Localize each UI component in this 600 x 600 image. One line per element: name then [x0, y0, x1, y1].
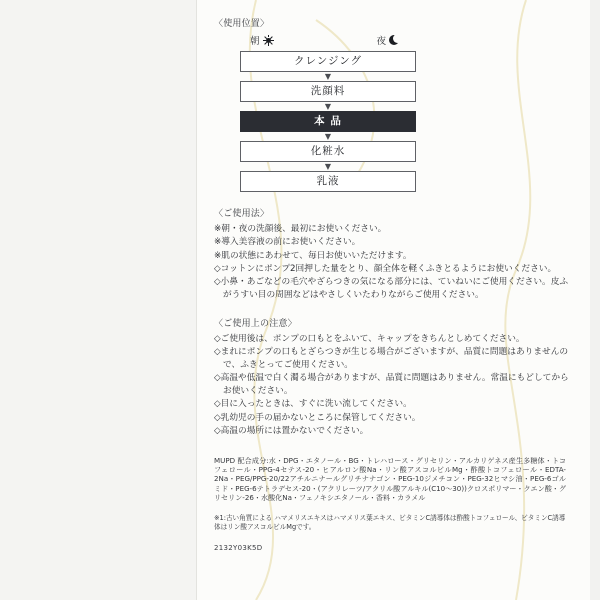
flow-arrow-icon: ▼	[324, 102, 332, 111]
cautions-list	[214, 333, 574, 438]
cautions-section	[214, 316, 574, 438]
usage-flow-diagram	[240, 33, 416, 192]
footnote-block: ※1:古い角質による ハマメリスエキスはハマメリス葉エキス、ビタミンC誘導体は酢酸トコフェロール、ビタミンC誘導体はリン酸アスコルビルMgです。	[214, 514, 566, 531]
usage-position-section	[214, 16, 574, 192]
caution-line: ◇乳幼児の手の届かないところに保管してください。	[214, 412, 421, 423]
caution-line: ◇まれにポンプの口もとざらつきが生じる場合がございますが、品質に問題はありませんので、ふきとってご使用ください。	[214, 347, 569, 370]
caution-line: ◇高温や低温で白く濁る場合がありますが、品質に問題はありません。常温にもどしてからお使いください。	[214, 373, 569, 396]
flow-arrow-icon: ▼	[324, 162, 332, 171]
usage-instructions-title: 〈ご使用法〉	[214, 209, 270, 219]
package-right-edge	[590, 0, 600, 600]
flow-arrow-icon: ▼	[324, 132, 332, 141]
moon-icon	[389, 35, 400, 46]
usage-position-title: 〈使用位置〉	[214, 19, 270, 29]
morning-label-group	[250, 33, 274, 47]
flow-step-lotion: 化粧水	[240, 141, 416, 162]
usage-time-labels	[250, 33, 400, 47]
sun-icon	[263, 35, 274, 46]
flow-step-cleansing: クレンジング	[240, 51, 416, 72]
usage-instructions-section	[214, 206, 574, 302]
caution-line: ◇ご使用後は、ポンプの口もとをふいて、キャップをきちんとしめてください。	[214, 333, 525, 344]
night-label-group	[376, 33, 400, 47]
usage-line: ※肌の状態にあわせて、毎日お使いいただけます。	[214, 250, 412, 261]
morning-label: 朝	[250, 36, 260, 47]
package-fold-line	[196, 0, 197, 600]
ingredients-code: MUPD	[214, 455, 236, 465]
lot-code: 2132Y03K5D	[214, 543, 263, 552]
usage-line: ※朝・夜の洗顔後、最初にお使いください。	[214, 224, 387, 234]
package-left-edge	[0, 0, 196, 600]
usage-line: ◇小鼻・あごなどの毛穴やざらつきの気になる部分には、ていねいにご使用ください。皮ふがうすい目の周囲などはやさしくいたわりながらご使用ください。	[214, 277, 569, 300]
caution-line: ◇目に入ったときは、すぐに洗い流してください。	[214, 399, 412, 410]
caution-line: ◇高温の場所には置かないでください。	[214, 425, 369, 436]
ingredients-block	[214, 456, 566, 502]
ingredients-text: 配合成分:水・DPG・エタノール・BG・トレハロース・グリセリン・アルカリゲネス産生多糖体・トコフェロール・PPG-4セテス-20・ヒアルロン酸Na・リン酸アスコルビルMg・酢酸トコフェロール・EDTA-2Na・PEG/PPG-20/22アチルニナールグリチナナゴン・PEG-10ジメチコン・PEG-32ヒマシ油・PEG-6ゴルミド・PEG-6テトラデセス-20・(アクリレーツ/アクリル酸アルキル(C10～30))クロスポリマー・クエン酸・グリセリン-26・水酸化Na・フェノキシエタノール・香料・カラメル	[214, 455, 566, 502]
panel-content	[214, 16, 574, 552]
usage-instructions-list	[214, 223, 574, 302]
flow-arrow-icon: ▼	[324, 72, 332, 81]
flow-step-face-wash: 洗顔料	[240, 81, 416, 102]
cautions-title: 〈ご使用上の注意〉	[214, 318, 297, 329]
flow-step-this-product: 本 品	[240, 111, 416, 132]
package-main-panel	[196, 0, 590, 600]
flow-step-emulsion: 乳液	[240, 171, 416, 192]
night-label: 夜	[376, 36, 386, 47]
usage-line: ◇コットンにポンプ2回押した量をとり、顔全体を軽くふきとるようにお使いください。	[214, 263, 557, 274]
usage-line: ※導入美容液の前にお使いください。	[214, 237, 361, 248]
